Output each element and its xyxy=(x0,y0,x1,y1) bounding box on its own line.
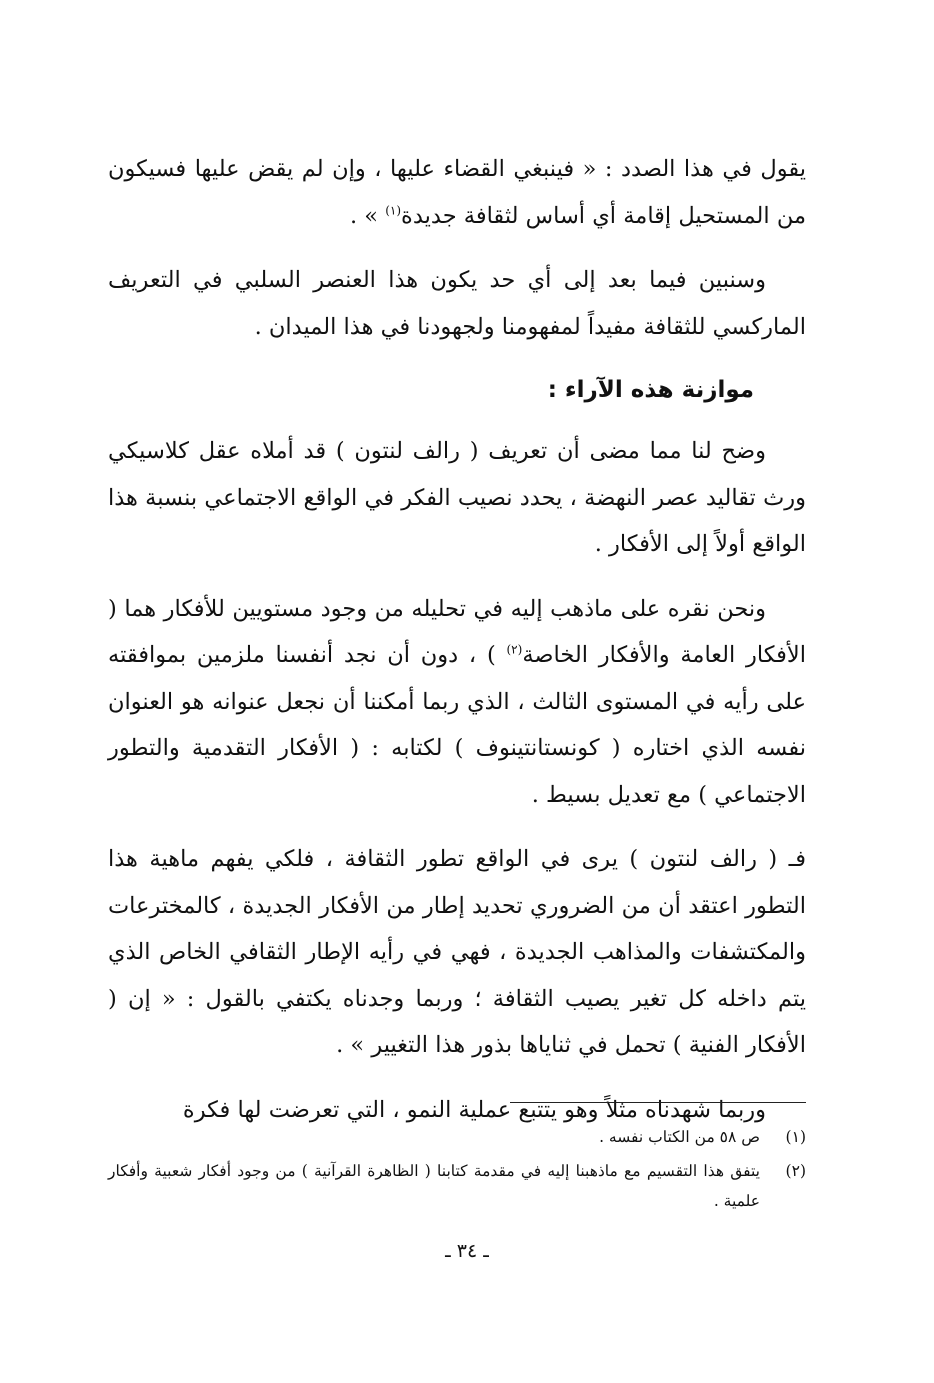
paragraph-text-end: ) ، دون أن نجد أنفسنا ملزمين بموافقته على رأيه في المستوى الثالث ، الذي ربما أمكننا أن نجعل عنوانه هو العنوان نفسه الذي اختاره ( كونستانتينوف ) لكتابه : ( الأفكار التقدمية والتطور الاجتماعي ) مع تعديل بسيط . xyxy=(108,642,806,808)
footnote-text: يتفق هذا التقسيم مع ماذهبنا إليه في مقدمة كتابنا ( الظاهرة القرآنية ) من وجود أفكار شعبية وأفكار علمية . xyxy=(108,1162,760,1210)
paragraph-marxist-definition: وسنبين فيما بعد إلى أي حد يكون هذا العنصر السلبي في التعريف الماركسي للثقافة مفيداً لمفهومنا ولجهودنا في هذا الميدان . xyxy=(108,267,806,340)
footnote-item xyxy=(108,1156,806,1216)
paragraph-culture-development: فـ ( رالف لنتون ) يرى في الواقع تطور الثقافة ، فلكي يفهم ماهية هذا التطور اعتقد أن من الضروري تحديد إطار من الأفكار الجديدة ، كالمخترعات والمكتشفات والمذاهب الجديدة ، فهي في رأيه الإطار الثقافي الخاص الذي يتم داخله كل تغير يصيب الثقافة ؛ وربما وجدناه يكتفي بالقول : « إن ( الأفكار الفنية ) تحمل في ثناياها بذور هذا التغيير » . xyxy=(108,846,806,1058)
main-text-block xyxy=(108,146,806,1147)
paragraph-levels-of-ideas xyxy=(108,586,806,819)
paragraph-text-end: » . xyxy=(349,202,386,229)
footnote-divider xyxy=(510,1102,806,1103)
footnote-ref-1: (١) xyxy=(385,203,402,217)
paragraph-linton-definition: وضح لنا مما مضى أن تعريف ( رالف لنتون ) قد أملاه عقل كلاسيكي ورث تقاليد عصر النهضة ، يحدد نصيب الفكر في الواقع الاجتماعي بنسبة هذا الواقع أولاً إلى الأفكار . xyxy=(108,438,806,557)
section-heading: موازنة هذه الآراء : xyxy=(547,377,754,403)
footnote-marker: (١) xyxy=(785,1128,806,1146)
paragraph-quote xyxy=(108,146,806,239)
footnote-ref-2: (٢) xyxy=(506,642,523,657)
paragraph-growth-process: وربما شهدناه مثلاً وهو يتتبع عملية النمو ، التي تعرضت لها فكرة xyxy=(182,1096,766,1123)
paragraph-text: يقول في هذا الصدد : « فينبغي القضاء عليها ، وإن لم يقض عليها فسيكون من المستحيل إقامة أي أساس لثقافة جديدة xyxy=(108,156,806,229)
paragraph-text: ونحن نقره على ماذهب إليه في تحليله من وجود مستويين للأفكار هما ( الأفكار العامة والأفكار الخاصة xyxy=(108,595,806,668)
footnote-item xyxy=(108,1122,806,1152)
footnotes xyxy=(108,1122,806,1220)
footnote-text: ص ٥٨ من الكتاب نفسه . xyxy=(599,1128,760,1146)
footnote-marker: (٢) xyxy=(785,1162,806,1180)
page-number: ـ ٣٤ ـ xyxy=(445,1240,489,1262)
